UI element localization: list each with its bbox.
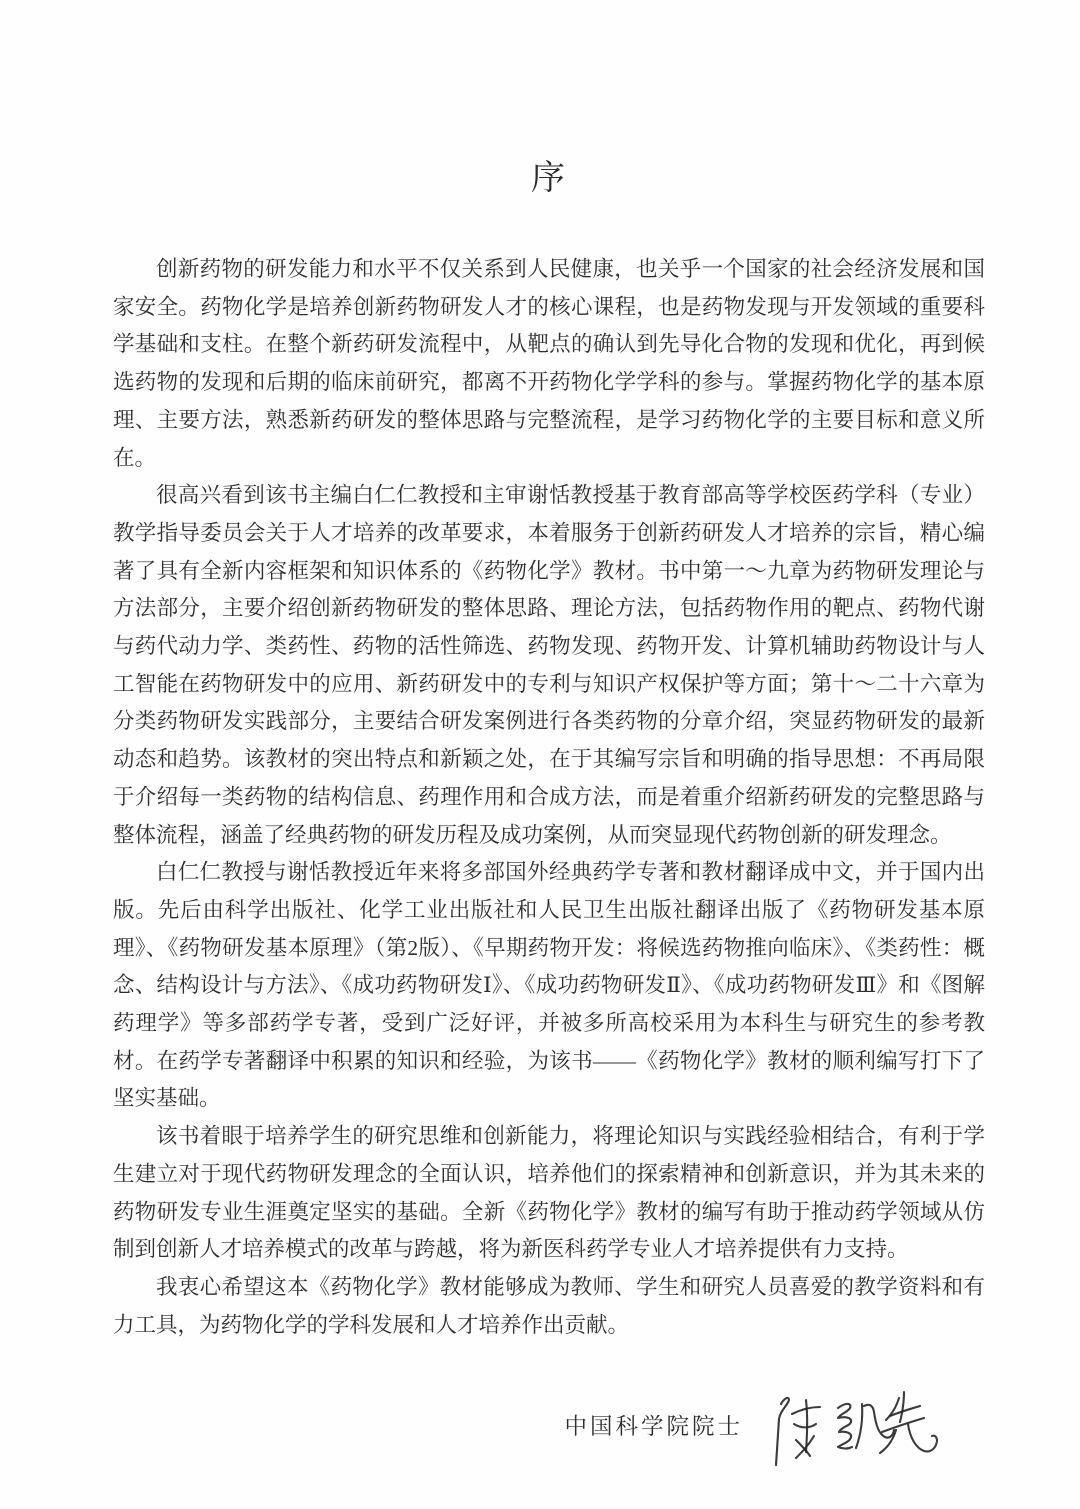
page-title: 序: [531, 160, 567, 197]
handwritten-signature-image: [749, 1370, 949, 1480]
paragraph-3: 白仁仁教授与谢恬教授近年来将多部国外经典药学专著和教材翻译成中文，并于国内出版。先后由科学出版社、化学工业出版社和人民卫生出版社翻译出版了《药物研发基本原理》、《药物研发基本原理》（第2版）、《早期药物开发：将候选药物推向临床》、《类药性：概念、结构设计与方法》、《成功药物研发Ⅰ》、《成功药物研发Ⅱ》、《成功药物研发Ⅲ》和《图解药理学》等多部药学专著，受到广泛好评，并被多所高校采用为本科生与研究生的参考教材。在药学专著翻译中积累的知识和经验，为该书——《药物化学》教材的顺利编写打下了坚实基础。: [113, 860, 985, 1111]
preface-body: [113, 251, 985, 1344]
signature-role: 中国科学院院士: [564, 1414, 743, 1440]
paragraph-1: 创新药物的研发能力和水平不仅关系到人民健康，也关乎一个国家的社会经济发展和国家安全。药物化学是培养创新药物研发人才的核心课程，也是药物发现与开发领域的重要科学基础和支柱。在整个新药研发流程中，从靶点的确认到先导化合物的发现和优化，再到候选药物的发现和后期的临床前研究，都离不开药物化学学科的参与。掌握药物化学的基本原理、主要方法，熟悉新药研发的整体思路与完整流程，是学习药物化学的主要目标和意义所在。: [113, 257, 985, 470]
paragraph-2: 很高兴看到该书主编白仁仁教授和主审谢恬教授基于教育部高等学校医药学科（专业）教学指导委员会关于人才培养的改革要求，本着服务于创新药研发人才培养的宗旨，精心编著了具有全新内容框架和知识体系的《药物化学》教材。书中第一～九章为药物研发理论与方法部分，主要介绍创新药物研发的整体思路、理论方法，包括药物作用的靶点、药物代谢与药代动力学、类药性、药物的活性筛选、药物发现、药物开发、计算机辅助药物设计与人工智能在药物研发中的应用、新药研发中的专利与知识产权保护等方面；第十～二十六章为分类药物研发实践部分，主要结合研发案例进行各类药物的分章介绍，突显药物研发的最新动态和趋势。该教材的突出特点和新颖之处，在于其编写宗旨和明确的指导思想：不再局限于介绍每一类药物的结构信息、药理作用和合成方法，而是着重介绍新药研发的完整思路与整体流程，涵盖了经典药物的研发历程及成功案例，从而突显现代药物创新的研发理念。: [113, 483, 985, 847]
signature-block: [113, 1370, 985, 1480]
paragraph-5: 我衷心希望这本《药物化学》教材能够成为教师、学生和研究人员喜爱的教学资料和有力工具，为药物化学的学科发展和人才培养作出贡献。: [113, 1274, 985, 1337]
paragraph-4: 该书着眼于培养学生的研究思维和创新能力，将理论知识与实践经验相结合，有利于学生建立对于现代药物研发理念的全面认识，培养他们的探索精神和创新意识，并为其未来的药物研发专业生涯奠定坚实的基础。全新《药物化学》教材的编写有助于推动药学领域从仿制到创新人才培养模式的改革与跨越，将为新医科药学专业人才培养提供有力支持。: [113, 1124, 985, 1262]
